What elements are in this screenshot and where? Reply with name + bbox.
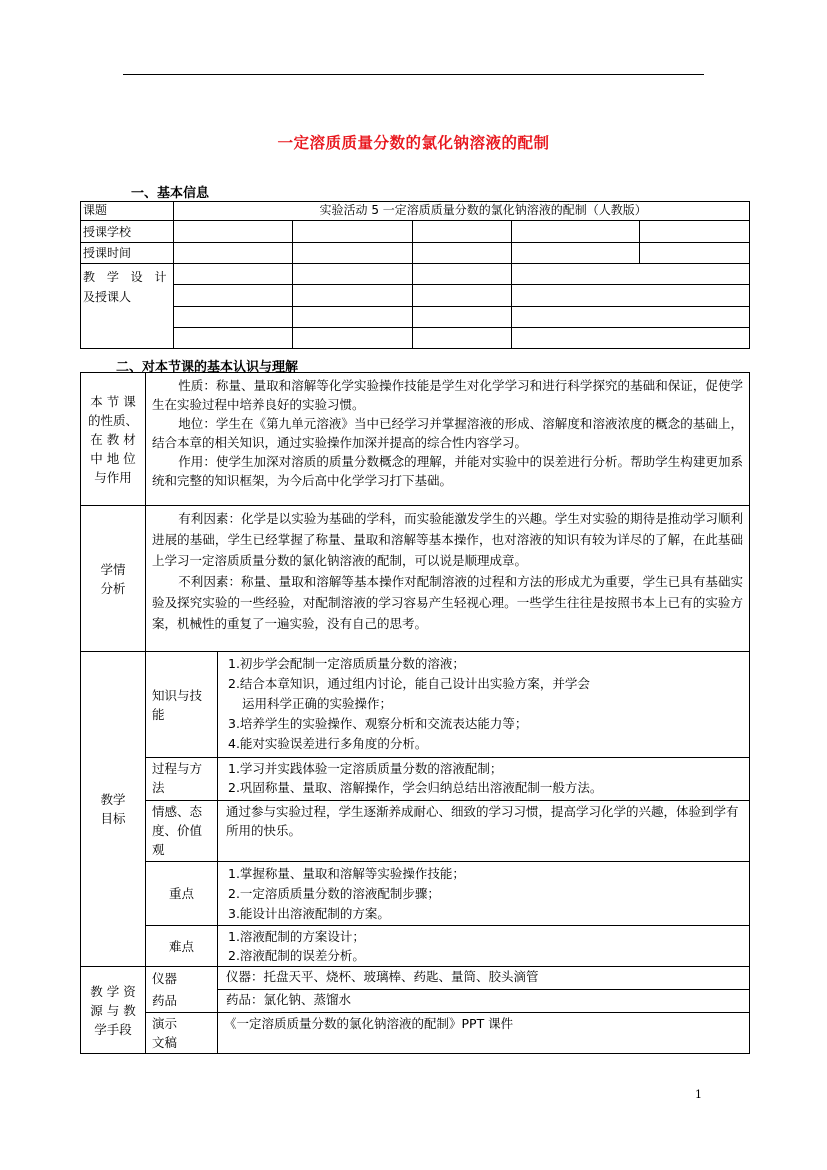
key-points-content: 1.掌握称量、量取和溶解等实验操作技能； 2.一定溶质质量分数的溶液配制步骤； 3.能设计出溶液配制的方案。 <box>218 862 750 926</box>
table-row <box>81 801 750 862</box>
slides-content: 《一定溶质质量分数的氯化钠溶液的配制》PPT 课件 <box>218 1013 750 1054</box>
emotion-label: 情感、态 度、价值 观 <box>146 801 218 862</box>
header-rule <box>123 74 704 75</box>
slides-label: 演示 文稿 <box>146 1013 218 1054</box>
course-label: 课题 <box>81 202 174 221</box>
difficult-points-content: 1.溶液配制的方案设计； 2.溶液配制的误差分析。 <box>218 926 750 967</box>
time-cell <box>174 243 293 264</box>
school-cell <box>640 221 750 243</box>
designer-cell <box>174 264 293 285</box>
table-row <box>81 862 750 926</box>
page-number: 1 <box>695 1088 702 1101</box>
time-cell <box>413 243 512 264</box>
analysis-label: 学情 分析 <box>81 506 146 652</box>
table-row <box>81 328 750 349</box>
table-row <box>81 1013 750 1054</box>
table-row <box>81 652 750 758</box>
analysis-content: 有利因素：化学是以实验为基础的学科，而实验能激发学生的兴趣。学生对实验的期待是推动学习顺利进展的基础，学生已经掌握了称量、量取和溶解等基本操作，也对溶液的知识有较为详尽的了解，在此基础上学习一定溶质质量分数的氯化钠溶液的配制，可以说是顺理成章。 不利因素：称量、量取和溶解等基本操作对配制溶液的过程和方法的形成尤为重要，学生已具有基础实验及探究实验的一些经验，对配制溶液的学习容易产生轻视心理。一些学生往往是按照书本上已有的实验方案，机械性的重复了一遍实验，没有自己的思考。 <box>146 506 750 652</box>
process-label: 过程与方 法 <box>146 758 218 801</box>
table-row <box>81 506 750 652</box>
goals-label: 教学 目标 <box>81 652 146 967</box>
table-row <box>81 967 750 990</box>
designer-label: 教 学 设 计 及授课人 <box>81 264 174 349</box>
time-cell <box>293 243 413 264</box>
table-row <box>81 307 750 328</box>
table-row <box>81 202 750 221</box>
equipment-label: 仪器 药品 <box>146 967 218 1013</box>
section-heading-basic-info: 一、基本信息 <box>131 186 210 201</box>
basic-info-table <box>80 201 750 349</box>
table-row <box>81 243 750 264</box>
understanding-table <box>80 372 750 1054</box>
school-cell <box>174 221 293 243</box>
key-points-label: 重点 <box>146 862 218 926</box>
time-cell <box>640 243 750 264</box>
school-cell <box>293 221 413 243</box>
instruments-content: 仪器：托盘天平、烧杯、玻璃棒、药匙、量筒、胶头滴管 <box>218 967 750 990</box>
table-row <box>81 264 750 285</box>
table-row <box>81 373 750 506</box>
designer-cell <box>293 264 413 285</box>
designer-cell <box>512 264 750 285</box>
difficult-points-label: 难点 <box>146 926 218 967</box>
designer-cell <box>413 264 512 285</box>
emotion-content: 通过参与实验过程，学生逐渐养成耐心、细致的学习习惯，提高学习化学的兴趣，体验到学有所用的快乐。 <box>218 801 750 862</box>
resources-label: 教 学 资 源 与 教 学手段 <box>81 967 146 1054</box>
knowledge-label: 知识与技 能 <box>146 652 218 758</box>
knowledge-content: 1.初步学会配制一定溶质质量分数的溶液； 2.结合本章知识，通过组内讨论，能自己设计出实验方案，并学会 运用科学正确的实验操作； 3.培养学生的实验操作、观察分析和交流表达能力等； 4.能对实验误差进行多角度的分析。 <box>218 652 750 758</box>
reagents-content: 药品：氯化钠、蒸馏水 <box>218 990 750 1013</box>
table-row <box>81 285 750 307</box>
table-row <box>81 926 750 967</box>
section-heading-understanding: 二、对本节课的基本认识与理解 <box>116 360 299 375</box>
position-label: 本 节 课 的性质、 在 教 材 中 地 位 与作用 <box>81 373 146 506</box>
time-label: 授课时间 <box>81 243 174 264</box>
process-content: 1.学习并实践体验一定溶质质量分数的溶液配制； 2.巩固称量、量取、溶解操作，学会归纳总结出溶液配制一般方法。 <box>218 758 750 801</box>
school-cell <box>413 221 512 243</box>
table-row <box>81 758 750 801</box>
document-title: 一定溶质质量分数的氯化钠溶液的配制 <box>277 134 550 152</box>
time-cell <box>512 243 640 264</box>
school-cell <box>512 221 640 243</box>
school-label: 授课学校 <box>81 221 174 243</box>
table-row <box>81 221 750 243</box>
course-value: 实验活动 5 一定溶质质量分数的氯化钠溶液的配制（人教版） <box>413 202 750 221</box>
position-content: 性质：称量、量取和溶解等化学实验操作技能是学生对化学学习和进行科学探究的基础和保证，促使学生在实验过程中培养良好的实验习惯。 地位：学生在《第九单元溶液》当中已经学习并掌握溶液的形成、溶解度和溶液浓度的概念的基础上，结合本章的相关知识，通过实验操作加深并提高的综合性内容学习。 作用：使学生加深对溶质的质量分数概念的理解，并能对实验中的误差进行分析。帮助学生构建更加系统和完整的知识框架，为今后高中化学学习打下基础。 <box>146 373 750 506</box>
